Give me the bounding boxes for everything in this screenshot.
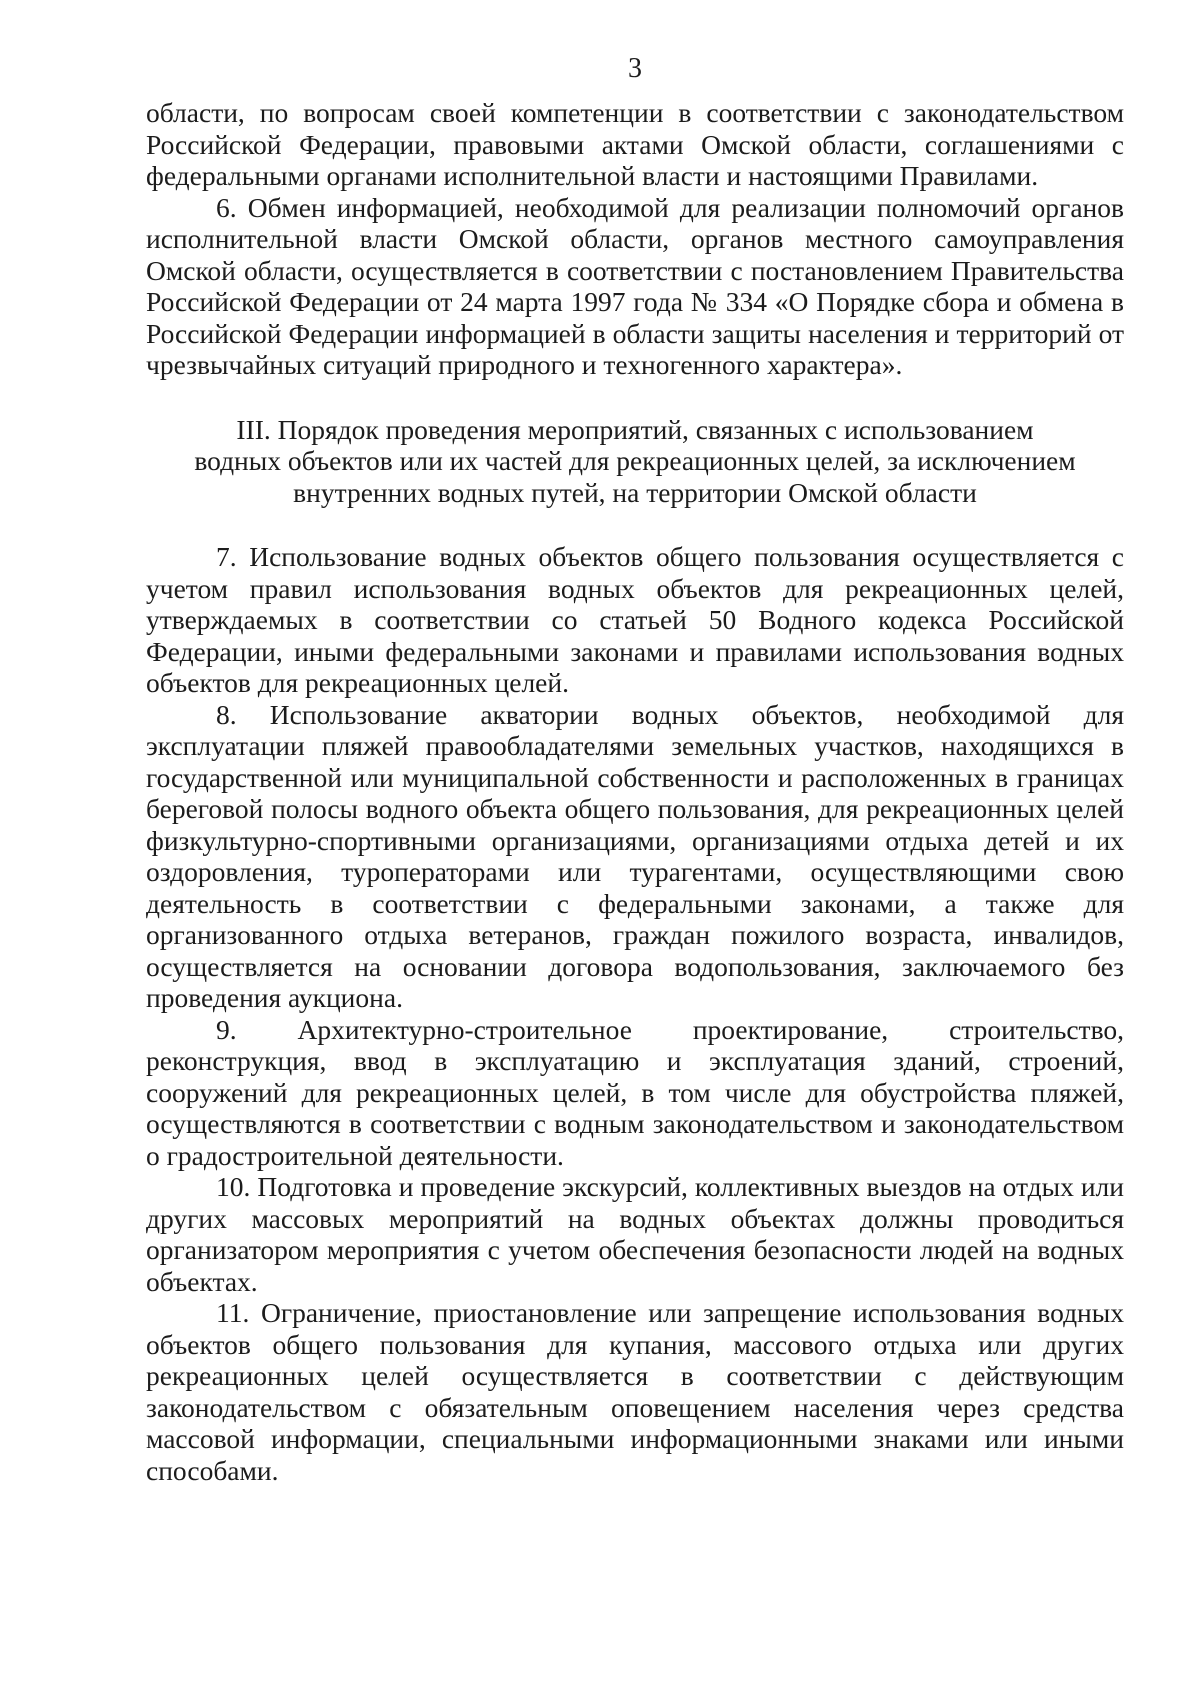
- document-body: [146, 97, 1124, 1486]
- paragraph-9: 9. Архитектурно-строительное проектирование, строительство, реконструкция, ввод в эксплуатацию и эксплуатация зданий, строений, сооружений для рекреационных целей, в том числе для обустройства пляжей, осуществляются в соответствии с водным законодательством и законодательством о градостроительной деятельности.: [146, 1013, 1124, 1171]
- page-number: 3: [628, 53, 642, 84]
- paragraph-7: 7. Использование водных объектов общего пользования осуществляется с учетом правил использования водных объектов для рекреационных целей, утверждаемых в соответствии со статьей 50 Водного кодекса Российской Федерации, иными федеральными законами и правилами использования водных объектов для рекреационных целей.: [146, 541, 1124, 698]
- section-heading-line-3: внутренних водных путей, на территории Омской области: [293, 476, 977, 508]
- section-heading-line-1: III. Порядок проведения мероприятий, связанных с использованием: [236, 413, 1034, 445]
- paragraph-11: 11. Ограничение, приостановление или запрещение использования водных объектов общего пользования для купания, массового отдыха или других рекреационных целей осуществляется в соответствии с действующим законодательством с обязательным оповещением населения через средства массовой информации, специальными информационными знаками или иными способами.: [146, 1297, 1124, 1486]
- section-heading-line-2: водных объектов или их частей для рекреационных целей, за исключением: [194, 445, 1076, 476]
- paragraph-continuation: области, по вопросам своей компетенции в соответствии с законодательством Российской Федерации, правовыми актами Омской области, соглашениями с федеральными органами исполнительной власти и настоящими Правилами.: [146, 97, 1124, 191]
- paragraph-10: 10. Подготовка и проведение экскурсий, коллективных выездов на отдых или других массовых мероприятий на водных объектах должны проводиться организатором мероприятия с учетом обеспечения безопасности людей на водных объектах.: [146, 1171, 1124, 1297]
- section-heading-iii: [146, 414, 1124, 509]
- paragraph-8: 8. Использование акватории водных объектов, необходимой для эксплуатации пляжей правообладателями земельных участков, находящихся в государственной или муниципальной собственности и расположенных в границах береговой полосы водного объекта общего пользования, для рекреационных целей физкультурно-спортивными организациями, организациями отдыха детей и их оздоровления, туроператорами или турагентами, осуществляющими свою деятельность в соответствии с федеральными законами, а также для организованного отдыха ветеранов, граждан пожилого возраста, инвалидов, осуществляется на основании договора водопользования, заключаемого без проведения аукциона.: [146, 698, 1124, 1013]
- paragraph-6: 6. Обмен информацией, необходимой для реализации полномочий органов исполнительной власти Омской области, органов местного самоуправления Омской области, осуществляется в соответствии с постановлением Правительства Российской Федерации от 24 марта 1997 года № 334 «О Порядке сбора и обмена в Российской Федерации информацией в области защиты населения и территорий от чрезвычайных ситуаций природного и техногенного характера».: [146, 191, 1124, 380]
